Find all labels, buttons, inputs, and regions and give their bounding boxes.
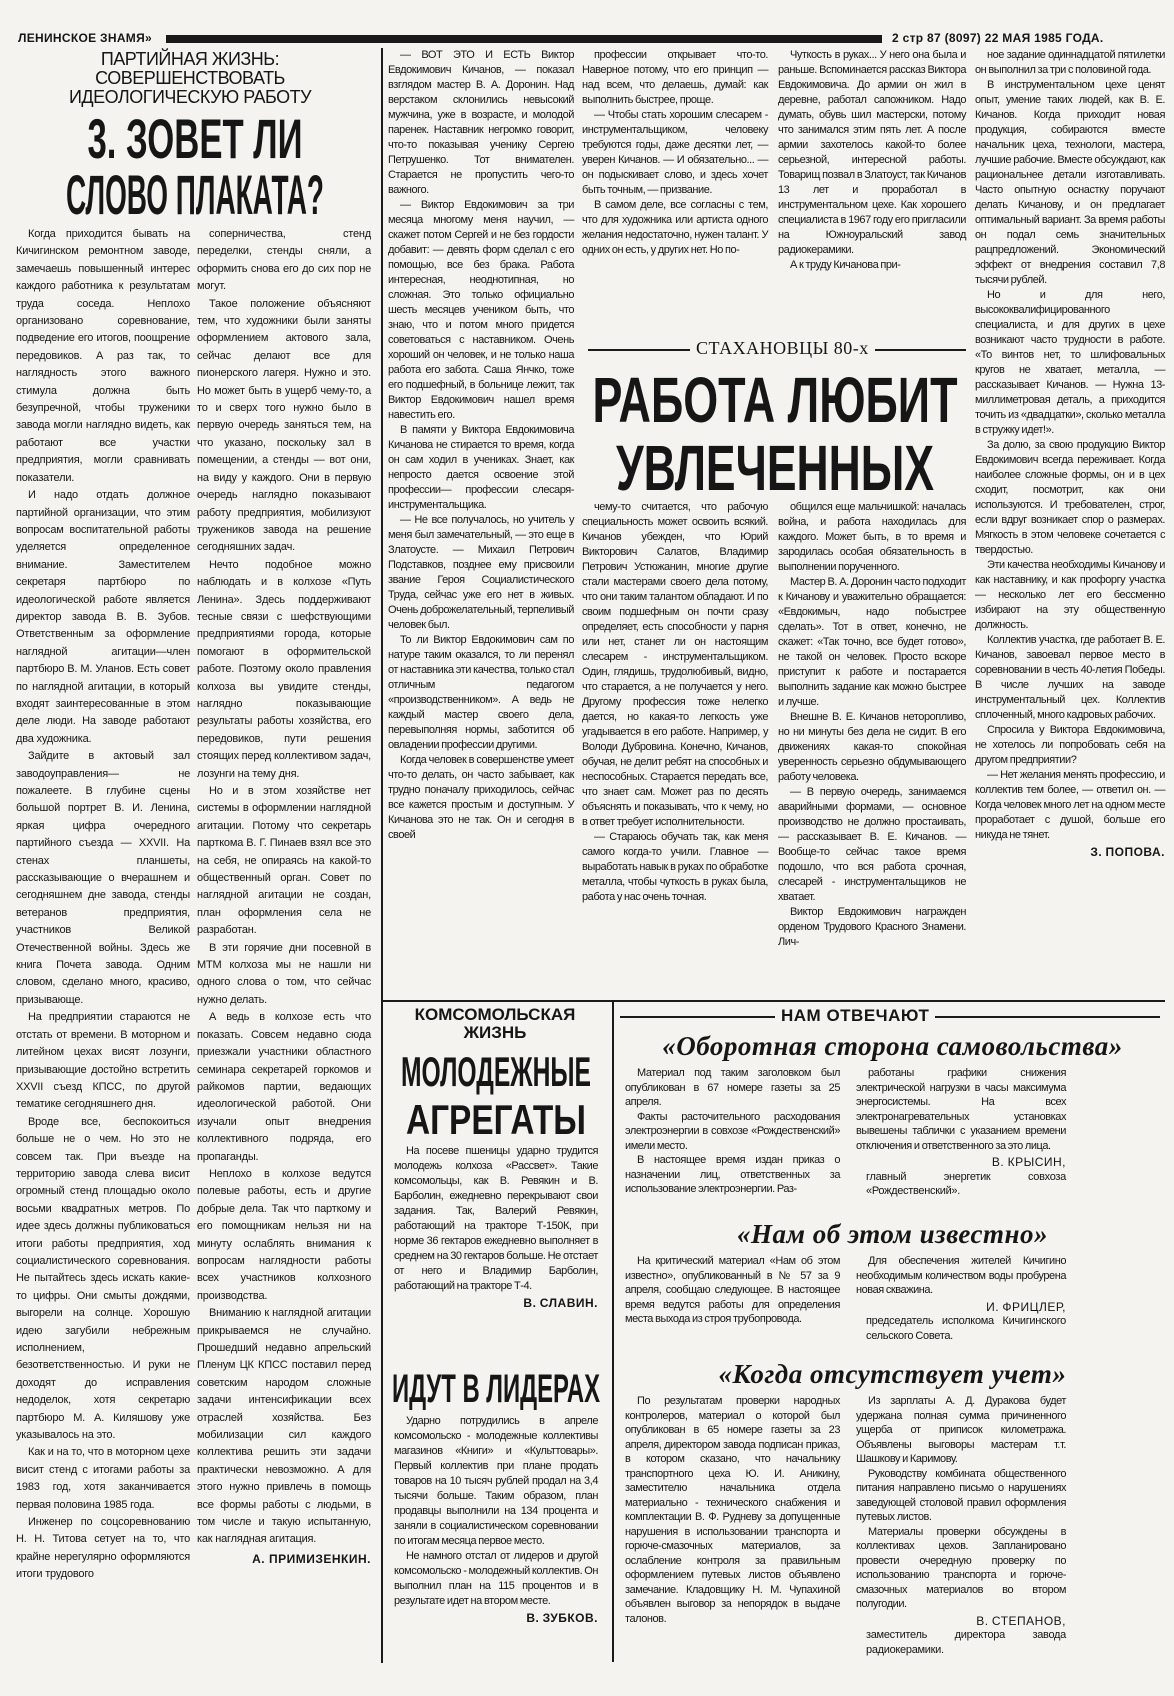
paragraph: — ВОТ ЭТО И ЕСТЬ Виктор Евдокимович Кичанов, — показал взглядом мастер В. А. Доронин. Над верстаком склонились невысокий мужчина, уже в возрасте, и молодой паренек. Наставник негромко говорит, что-то показывая ученику Сергею Петрушенко. Тот внимателен. Старается не пропустить чего-то важного. <box>388 49 574 196</box>
reply-signer-position: председатель исполкома Кичигинского сельского Совета. <box>866 1315 1066 1342</box>
reply-body-left <box>625 1394 840 1626</box>
rubric-line: ЖИЗНЬ <box>463 1023 527 1042</box>
paragraphs <box>582 500 768 905</box>
paragraph: Вроде все, беспокоиться больше не о чем. Но это не совсем так. При въезде на территорию завода слева висит огромный стенд площадью около восьми квадратных метров. По идее здесь должны публиковаться итоги работы предприятия, ход социалистического соревнования. Не пытайтесь здесь искать какие-то цифры. Они смыты дождями, выгорели на солнце. Хорошую идею загубили небрежным исполнением, безответственностью. И руки не доходят до исправления недоделок, хотя секретарю партбюро М. А. Киляшову уже указывалось на это. <box>16 1115 190 1442</box>
paragraph: Когда человек в совершенстве умеет что-то делать, он часто забывает, как трудно поначалу приходилось, сейчас все кажется простым и доступным. У Кичанова это не так. Он и сегодня в своей <box>388 754 574 841</box>
reply-signer-position: главный энергетик совхоза «Рождественский». <box>866 1170 1066 1197</box>
paragraph: — Виктор Евдокимович за три месяца многому меня научил, — скажет потом Сергей и не без гордости добавит: — девять форм сделал с его помощью, все без брака. Работа интересная, неоднотипная, но сложная. Это только официально шесть месяцев учеником быть, что знаю, что и потом много придется советоваться с наставником. Очень хороший он человек, и не только наша работа его забота. Саша Янчко, тоже его подшефный, в больнице лежит, так Виктор Евдокимович нашел время навестить его. <box>388 199 574 421</box>
title-line: СЛОВО ПЛАКАТА? <box>66 163 324 220</box>
paragraphs <box>778 48 966 273</box>
article-plakat-column-2 <box>197 226 371 1568</box>
paragraph: А к труду Кичанова при- <box>790 259 901 271</box>
rubric-line: ПАРТИЙНАЯ ЖИЗНЬ: <box>100 49 280 69</box>
article-rabota-title <box>580 360 970 496</box>
rubric-line: СОВЕРШЕНСТВОВАТЬ <box>95 68 285 88</box>
masthead-rule <box>166 35 882 43</box>
paragraph: — В первую очередь, занимаемся аварийными формами, — основное производство не должно простаивать, — рассказывает В. Е. Кичанов. — Вообще-то сейчас такое время подошло, что вся работа срочная, слесарей - инструментальщиков не хватает. <box>778 786 966 903</box>
paragraph: На критический материал «Нам об этом известно», опубликованный в № 57 за 9 апреля, сообщаю следующее. В настоящее время ведутся работы для определения места выхода из строя трубопровода. <box>625 1255 840 1325</box>
paragraph: Неплохо в колхозе ведутся полевые работы, есть и другие добрые дела. Так что парткому и его помощникам нельзя ни на минуту ослаблять внимания к вопросам наглядности работы всех участников колхозного производства. <box>197 1167 371 1302</box>
replies-rubric: НАМ ОТВЕЧАЮТ <box>775 1006 935 1026</box>
reply-title: «Когда отсутствует учет» <box>718 1359 1067 1389</box>
article-rabota-column-3-top <box>778 48 966 273</box>
paragraph: общился еще мальчишкой: началась война, и работа находилась для каждого. Может быть, в то время и зародилась особая обязательность в выполнении порученного. <box>778 501 966 573</box>
paragraph: Ударно потрудились в апреле комсомольско - молодежные коллективы магазинов «Книги» и «Культтовары». Первый коллектив при плане продать товаров на 10 тысяч рублей продал на 3,4 тысячи больше. Таким образом, план продавцы выполнили на 134 процента и заняли в социалистическом соревновании по итогам месяца первое место. <box>394 1415 598 1547</box>
paragraph: За долю, за свою продукцию Виктор Евдокимович всегда переживает. Когда наиболее сложные формы, он и в цех сходит, посмотрит, как они используются. И требователен, строг, если вдруг возникает спор о размерах. Мягкость в этом человеке сочетается с твердостью. <box>975 439 1165 556</box>
paragraphs <box>394 1414 598 1609</box>
paragraph: работаны графики снижения электрической нагрузки в часы максимума энергосистемы. На всех электронагревательных установках вывешены таблички с указанием времени отключения и ответственного за это лица. <box>856 1067 1066 1152</box>
reply-signature: В. СТЕПАНОВ, <box>976 1613 1066 1628</box>
paragraphs <box>975 48 1165 843</box>
paragraph: Материал под таким заголовком был опубликован в 67 номере газеты за 25 апреля. <box>625 1067 840 1108</box>
paragraph: И надо отдать должное партийной организации, что этим вопросам воспитательной работы уделяется определенное внимание. Заместителем секретаря партбюро по идеологической работе является директор завода В. В. Зубов. Ответственным за оформление наглядной агитации—член партбюро В. М. Уланов. Есть совет по наглядной агитации, в который входят заинтересованные в этом деле люди. На заводе работают два художника. <box>16 489 190 745</box>
note-molodezhnye-signature: В. СЛАВИН. <box>523 1296 598 1310</box>
paragraph: На посеве пшеницы ударно трудится молодежь колхоза «Рассвет». Такие комсомольцы, как В. Ревякин и В. Барболин, ежедневно перекрывают свои задания. Так, Валерий Ревякин, работающий на тракторе Т-150К, при норме 36 гектаров ежедневно выполняет в среднем на 30 гектаров больше. Не отстает от него и Владимир Барболин, работающий на тракторе Т-4. <box>394 1145 598 1292</box>
title-line: МОЛОДЕЖНЫЕ <box>401 1048 591 1095</box>
paragraphs <box>625 1254 840 1327</box>
paragraph: Факты расточительного расходования электроэнергии в совхозе «Рождественский» имели место. <box>625 1110 840 1152</box>
article-rabota-column-1 <box>388 48 574 843</box>
paragraph: — Чтобы стать хорошим слесарем - инструментальщиком, человеку требуются годы, даже десятки лет, — уверен Кичанов. — И обязательно... — он подыскивает слово, и здесь хочет быть точным, — призвание. <box>582 109 768 196</box>
paragraphs <box>582 48 768 258</box>
paragraph: В самом деле, все согласны с тем, что для художника или артиста одного желания недостаточно, нужен талант. У одних он есть, у других нет. Но по- <box>582 199 768 256</box>
paragraph: — Нет желания менять профессию, и коллектив тем более, — ответил он. — Когда человек много лет на одном месте проработает с душой, больше его никуда не тянет. <box>975 769 1165 841</box>
note-lidery-title <box>388 1362 604 1410</box>
paragraph: Из зарплаты А. Д. Дуракова будет удержана полная сумма причиненного ущерба от приписок километража. Объявлены выговоры мастерам т.т. Шашкову и Каримову. <box>856 1395 1066 1465</box>
article-rabota-column-4 <box>975 48 1165 860</box>
reply-body-left <box>625 1254 840 1327</box>
newspaper-name: ЛЕНИНСКОЕ ЗНАМЯ» <box>18 31 152 45</box>
column-divider <box>381 48 383 1663</box>
paragraph: Эти качества необходимы Кичанову и как наставнику, и как профоргу участка — несколько лет его бессменно избирают на эту общественную должность. <box>975 559 1165 631</box>
note-molodezhnye-title <box>388 1046 604 1140</box>
article-plakat-signature: А. ПРИМИЗЕНКИН. <box>252 1551 371 1566</box>
paragraphs <box>394 1144 598 1294</box>
article-rabota-column-2-bottom <box>582 500 768 905</box>
reply-signature: И. ФРИЦЛЕР, <box>986 1299 1066 1314</box>
paragraph: Спросила у Виктора Евдокимовича, не хотелось ли попробовать себя на другом предприятии? <box>975 724 1165 766</box>
paragraph: А ведь в колхозе есть что показать. Совсем недавно сюда приезжали участники областного семинара секретарей горкомов и райкомов партии, ведающих идеологической работой. Они изучали опыт внедрения коллективного подряда, его пропаганды. <box>197 1011 371 1163</box>
title-line: ИДУТ В ЛИДЕРАХ <box>392 1367 601 1410</box>
paragraph: Нечто подобное можно наблюдать и в колхозе «Путь Ленина». Здесь поддерживают тесные связи с шефствующими предприятиями города, которые помогают в оформительской работе. Поэтому около правления колхоза вы увидите стенды, наглядно показывающие результаты работы хозяйства, его передовиков, пути решения стоящих перед коллективом задач, лозунги на тему дня. <box>197 558 371 780</box>
section-border <box>612 1002 614 1662</box>
paragraphs <box>16 226 190 1584</box>
paragraphs <box>778 500 966 950</box>
paragraph: Виктор Евдокимович награжден орденом Трудового Красного Знамени. Лич- <box>778 906 966 948</box>
reply-title: «Оборотная сторона самовольства» <box>662 1031 1123 1061</box>
paragraph: Зайдите в актовый зал заводоуправления— не пожалеете. В глубине сцены большой портрет В. И. Ленина, яркая цифра очередного партийного съезда — XXVII. На стенах планшеты, рассказывающие о вчерашнем и сегодняшнем дне завода, стенды ветеранов предприятия, участников Великой Отечественной войны. Здесь же книга Почета завода. Одним словом, сделано много, красиво, призывающе. <box>16 750 190 1006</box>
title-line: РАБОТА ЛЮБИТ <box>592 364 958 436</box>
paragraph: профессии открывает что-то. Наверное потому, что его принцип — над всем, что делаешь, думай: как выполнить быстрее, проще. <box>582 49 768 106</box>
komsomol-rubric <box>390 1006 600 1042</box>
paragraph: На предприятии стараются не отстать от времени. В моторном и литейном цехах висят лозунги, призывающие достойно встретить XXVII съезд КПСС, по другой тематике сегодняшнего дня. <box>16 1011 190 1111</box>
paragraph: В памяти у Виктора Евдокимовича Кичанова не стирается то время, когда он сам ходил в учениках. Знает, как непросто дается освоение этой профессии— профессии слесаря-инструментальщика. <box>388 424 574 511</box>
paragraph: — Стараюсь обучать так, как меня самого когда-то учили. Главное — выработать навык в руках по обработке металла, чтобы чуткость в руках была, работа у нас очень точная. <box>582 831 768 903</box>
paragraph: В инструментальном цехе ценят опыт, умение таких людей, как В. Е. Кичанов. Когда приходит новая продукция, собираются вместе начальник цеха, технологи, мастера, лучшие рабочие. Вместе обсуждают, как рациональнее детали изготавливать. Часто опытную оснастку поручают делать Кичанову, и он предлагает оптимальный вариант. За время работы он подал семь значительных рацпредложений. Экономический эффект от внедрения составил 7,8 тысячи рублей. <box>975 79 1165 286</box>
paragraph: соперничества, стенд переделки, стенды сняли, а оформить снова его до сих пор не могут. <box>197 228 371 293</box>
paragraphs <box>388 48 574 843</box>
title-line: УВЛЕЧЕННЫХ <box>616 432 935 496</box>
reply-signer-position: заместитель директора завода радиокерамики. <box>866 1629 1066 1656</box>
issue-info: 2 стр 87 (8097) 22 МАЯ 1985 ГОДА. <box>892 31 1104 45</box>
paragraph: Инженер по соцсоревнованию Н. Н. Титова сетует на то, что крайне нерегулярно оформляются итоги трудового <box>16 1516 190 1581</box>
paragraphs <box>856 1394 1066 1612</box>
paragraph: Как и на то, что в моторном цехе висит стенд с итогами работы за 1983 год, хотя заканчивается первая половина 1985 года. <box>16 1446 190 1511</box>
paragraph: Такое положение объясняют тем, что художники были заняты оформлением актового зала, сейчас делают все для пионерского лагеря. Нужно и это. Но может быть в ущерб чему-то, а то и сверх того нужно было в первую очередь заняться тем, на что указано, поскольку зал в помещении, а стенды — вот они, на виду у каждого. Они в первую очередь наглядно показывают работу предприятия, мобилизуют тружеников завода на решение сегодняшних задач. <box>197 297 371 554</box>
paragraph: Коллектив участка, где работает В. Е. Кичанов, завоевал первое место в соревновании в честь 40-летия Победы. В числе лучших на заводе инструментальный цех. Коллектив сплоченный, много кадровых рабочих. <box>975 634 1165 721</box>
title-line: 3. ЗОВЕТ ЛИ <box>87 108 303 170</box>
paragraph: Вниманию к наглядной агитации прикрываемся не случайно. Прошедший недавно апрельский Пленум ЦК КПСС поставил перед советским народом сложные задачи интенсификации всех отраслей хозяйства. Без мобилизации сил каждого коллектива решить эти задачи практически невозможно. А для этого нужно привлечь в помощь все формы работы с людьми, в том числе и такую испытанную, как наглядная агитация. <box>197 1307 371 1546</box>
article-rabota-column-2-top <box>582 48 768 258</box>
paragraph: Руководству комбината общественного питания направлено письмо о нарушениях заведующей столовой правил оформления путевых листов. <box>856 1467 1066 1523</box>
reply-signature: В. КРЫСИН, <box>991 1155 1066 1169</box>
title-line: АГРЕГАТЫ <box>406 1096 586 1140</box>
note-lidery-signature: В. ЗУБКОВ. <box>526 1611 598 1625</box>
paragraph: Когда приходится бывать на Кичигинском ремонтном заводе, замечаешь повышенный интерес каждого работника к результатам труда соседа. Неплохо организовано соревнование, подведение его итогов, поощрение передовиков. А раз так, то наглядность этого важного стимула должна быть безупречной, чтобы труженики завода могли наглядно видеть, как работают все участки предприятия, могли сравнивать показатели. <box>16 228 190 484</box>
article-rabota-column-3-bottom <box>778 500 966 950</box>
paragraph: Мастер В. А. Доронин часто подходит к Кичанову и уважительно обращается: «Евдокимыч, надо побыстрее сделать». Тот в ответ, конечно, не скажет: «Так точно, все будет готово», не такой он человек. Просто вскоре приступит к работе и постарается выполнить задание как можно быстрее и лучше. <box>778 576 966 708</box>
paragraphs <box>856 1254 1066 1298</box>
section-rule <box>383 1000 1165 1002</box>
paragraphs <box>625 1394 840 1626</box>
rubric-line: ИДЕОЛОГИЧЕСКУЮ РАБОТУ <box>68 87 312 107</box>
note-molodezhnye-body <box>394 1144 598 1311</box>
reply-body-right <box>856 1254 1066 1343</box>
reply-title: «Нам об этом известно» <box>736 1219 1049 1249</box>
paragraph: Материалы проверки обсуждены в коллективах цехов. Запланировано провести очередную проверку по использованию транспорта и горюче-смазочных материалов во втором полугодии. <box>856 1525 1066 1610</box>
article-plakat-rubric <box>40 50 340 107</box>
paragraph: Не намного отстал от лидеров и другой комсомольско - молодежный коллектив. Он выполнил план на 115 процентов и в результате идет на втором месте. <box>394 1550 599 1607</box>
paragraph: Для обеспечения жителей Кичигино необходимым количеством воды пробурена новая скважина. <box>856 1255 1066 1296</box>
article-rabota-signature: З. ПОПОВА. <box>1090 845 1165 859</box>
reply-body-left <box>625 1066 840 1197</box>
paragraph: Внешне В. Е. Кичанов неторопливо, но ни минуты без дела не сидит. В его движениях какая-то спокойная уверенность серьезно обдумывающего работу человека. <box>778 711 966 783</box>
paragraph: В настоящее время издан приказ о назначении лиц, ответственных за использование электроэнергии. Раз- <box>625 1154 840 1195</box>
article-rabota-rubric: СТАХАНОВЦЫ 80-х <box>690 338 875 359</box>
paragraph: По результатам проверки народных контролеров, материал о которой был опубликован в 65 номере газеты за 23 апреля, директором завода подписан приказ, в котором сказано, что начальнику транспортного цеха Ю. И. Аникину, заместителю начальника отдела материально - технического снабжения и комплектации В. Ф. Рудневу за допущенные нарушения в использовании транспорта и горюче-смазочных материалов, за ослабление контроля за правильным оформлением путевых листов объявлено замечание. Кладовщику Н. М. Чупахиной объявлен выговор за непорядок в выдаче талонов. <box>625 1395 840 1625</box>
paragraph: В эти горячие дни посевной в МТМ колхоза мы не нашли ни одного слова о том, что сейчас нужно делать. <box>197 941 371 1006</box>
paragraph: чему-то считается, что рабочую специальность может освоить всякий. Кичанов убежден, что Юрий Викторович Салатов, Владимир Петрович Устюжанин, многие другие стали мастерами своего дела потому, что они таким талантом обладают. И по своим подшефным он почти сразу определяет, есть способности у парня или нет, станет ли он настоящим слесарем - инструментальщиком. Один, глядишь, трудолюбивый, видно, что старается, а не получается у него. Другому профессия тоже нелегко дается, но какая-то легкость уже угадывается в его работе. Например, у Володи Дубровина. Конечно, Кичанов, обучая, не делит ребят на способных и неспособных. Старается передать все, что знает сам. Может раз по десять объяснять и показывать, что к чему, но в ответ требует исполнительности. <box>582 501 768 828</box>
paragraph: Чуткость в руках... У него она была и раньше. Вспоминается рассказ Виктора Евдокимовича. До армии он жил в деревне, работал сапожником. Надо думать, обувь шил мастерски, потому что занимался этим пять лет. А после армии захотелось какой-то более серьезной, интересной работы. Товарищ позвал в Златоуст, так Кичанов 13 лет и проработал в инструментальном цехе. Как хорошего специалиста в 1967 году его пригласили на Южноуральский завод радиокерамики. <box>778 49 966 256</box>
paragraphs <box>625 1066 840 1197</box>
note-lidery-body <box>394 1414 598 1626</box>
article-plakat-column-1 <box>16 226 190 1584</box>
article-plakat-title <box>20 108 370 220</box>
paragraph: Но и для него, высококвалифицированного специалиста, и для других в цехе возникают часто трудности в работе. «То винтов нет, то шлифовальных кругов не хватает, металла, — рассказывает Кичанов. — Нужна 13-миллиметровая деталь, а приходится точить из «двадцатки», сколько металла в стружку идет!». <box>975 289 1165 436</box>
paragraph: ное задание одиннадцатой пятилетки он выполнил за три с половиной года. <box>975 49 1165 76</box>
paragraph: Но и в этом хозяйстве нет системы в оформлении наглядной агитации. Потому что секретарь парткома В. Г. Пинаев взял все это на себя, не опираясь на какой-то общественный орган. Совет по наглядной агитации не создан, план оформления села не разработан. <box>197 785 371 937</box>
paragraph: То ли Виктор Евдокимович сам по натуре таким оказался, то ли перенял от наставника эти качества, только стал отличным педагогом «производственником». А ведь не каждый мастер своего дела, перевыполняя нормы, заботится об овладении профессии другими. <box>388 634 574 751</box>
paragraphs <box>197 226 371 1549</box>
reply-body-right <box>856 1394 1066 1657</box>
reply-body-right <box>856 1066 1066 1199</box>
paragraphs <box>856 1066 1066 1153</box>
paragraph: — Не все получалось, но учитель у меня был замечательный, — это еще в Златоусте. — Михаил Петрович Подставков, позднее ему присвоили звание Героя Социалистического Труда, сейчас уже его нет в живых. Очень доброжелательный, терпеливый человек был. <box>388 514 574 631</box>
rubric-line: КОМСОМОЛЬСКАЯ <box>414 1005 576 1024</box>
